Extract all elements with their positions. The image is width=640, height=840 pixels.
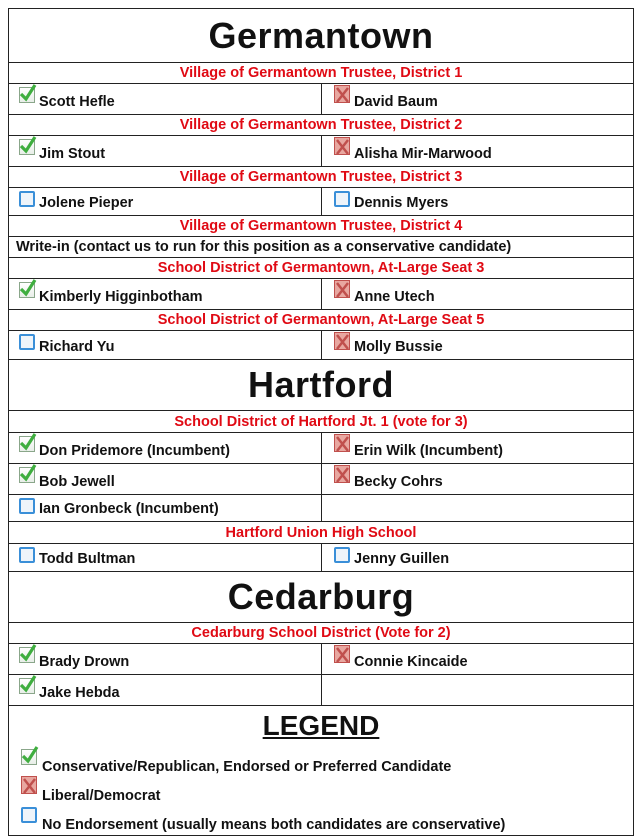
- empty-cell: [321, 675, 633, 705]
- legend: [9, 746, 633, 836]
- candidate-row: [9, 84, 633, 115]
- candidate-cell: [321, 84, 633, 114]
- candidate-name: Molly Bussie: [354, 339, 443, 355]
- candidate-row: [9, 279, 633, 310]
- green-check-icon: [19, 282, 35, 298]
- candidate-name: Alisha Mir-Marwood: [354, 146, 492, 162]
- race-title: School District of Germantown, At-Large Seat 5: [9, 310, 633, 331]
- race-title: Village of Germantown Trustee, District 4: [9, 216, 633, 237]
- candidate-cell: [9, 188, 321, 215]
- candidate-name: Scott Hefle: [39, 94, 115, 110]
- candidate-row: [9, 644, 633, 675]
- green-check-icon: [19, 139, 35, 155]
- green-check-icon: [19, 467, 35, 483]
- candidate-name: Connie Kincaide: [354, 654, 468, 670]
- legend-label: No Endorsement (usually means both candidates are conservative): [42, 817, 506, 833]
- blue-empty-box-icon: [334, 191, 350, 207]
- legend-label: Conservative/Republican, Endorsed or Preferred Candidate: [42, 759, 452, 775]
- red-x-icon: [334, 434, 350, 452]
- candidate-cell: [321, 544, 633, 571]
- red-x-icon: [334, 85, 350, 103]
- legend-title: LEGEND: [262, 710, 380, 741]
- blue-empty-box-icon: [21, 807, 37, 823]
- candidate-cell: [9, 495, 321, 521]
- candidate-row: [9, 495, 633, 522]
- race-title: Cedarburg School District (Vote for 2): [9, 623, 633, 644]
- legend-item-endorsed: [21, 746, 633, 775]
- race-title: School District of Germantown, At-Large Seat 3: [9, 258, 633, 279]
- candidate-name: Kimberly Higginbotham: [39, 289, 203, 305]
- legend-item-none: [21, 804, 633, 833]
- candidate-cell: [9, 544, 321, 571]
- section-title-hartford: Hartford: [9, 360, 633, 411]
- candidate-name: Jim Stout: [39, 146, 106, 162]
- candidate-cell: [9, 136, 321, 166]
- candidate-cell: [321, 188, 633, 215]
- candidate-cell: [321, 136, 633, 166]
- candidate-name: Jenny Guillen: [354, 551, 450, 567]
- candidate-cell: [9, 331, 321, 359]
- candidate-name: Dennis Myers: [354, 195, 449, 211]
- legend-item-liberal: [21, 775, 633, 804]
- candidate-row: [9, 188, 633, 216]
- candidate-cell: [9, 675, 321, 705]
- race-title: Village of Germantown Trustee, District 1: [9, 63, 633, 84]
- race-title: Village of Germantown Trustee, District 3: [9, 167, 633, 188]
- race-title: Village of Germantown Trustee, District 2: [9, 115, 633, 136]
- race-title: Hartford Union High School: [9, 522, 633, 544]
- candidate-cell: [9, 279, 321, 309]
- red-x-icon: [334, 465, 350, 483]
- race-title: School District of Hartford Jt. 1 (vote for 3): [9, 411, 633, 433]
- voter-guide-table: [8, 8, 634, 836]
- candidate-cell: [321, 433, 633, 463]
- candidate-name: Todd Bultman: [39, 551, 136, 567]
- candidate-cell: [9, 644, 321, 674]
- red-x-icon: [334, 332, 350, 350]
- red-x-icon: [334, 137, 350, 155]
- candidate-name: Anne Utech: [354, 289, 435, 305]
- blue-empty-box-icon: [19, 334, 35, 350]
- red-x-icon: [21, 776, 37, 794]
- green-check-icon: [21, 749, 37, 765]
- candidate-row: [9, 675, 633, 706]
- candidate-cell: [321, 464, 633, 494]
- red-x-icon: [334, 645, 350, 663]
- candidate-name: Brady Drown: [39, 654, 130, 670]
- empty-cell: [321, 495, 633, 521]
- blue-empty-box-icon: [19, 547, 35, 563]
- candidate-name: David Baum: [354, 94, 438, 110]
- blue-empty-box-icon: [19, 498, 35, 514]
- write-in-note: Write-in (contact us to run for this position as a conservative candidate): [9, 237, 633, 258]
- candidate-name: Richard Yu: [39, 339, 115, 355]
- candidate-row: [9, 331, 633, 360]
- candidate-cell: [9, 464, 321, 494]
- section-title-cedarburg: Cedarburg: [9, 572, 633, 623]
- candidate-row: [9, 544, 633, 572]
- candidate-name: Don Pridemore (Incumbent): [39, 443, 230, 459]
- candidate-name: Bob Jewell: [39, 474, 115, 490]
- green-check-icon: [19, 678, 35, 694]
- candidate-name: Jake Hebda: [39, 685, 120, 701]
- section-title-germantown: Germantown: [9, 9, 633, 63]
- blue-empty-box-icon: [334, 547, 350, 563]
- green-check-icon: [19, 647, 35, 663]
- candidate-name: Ian Gronbeck (Incumbent): [39, 501, 219, 517]
- candidate-cell: [321, 331, 633, 359]
- candidate-name: Erin Wilk (Incumbent): [354, 443, 503, 459]
- candidate-cell: [9, 84, 321, 114]
- blue-empty-box-icon: [19, 191, 35, 207]
- candidate-name: Jolene Pieper: [39, 195, 134, 211]
- green-check-icon: [19, 87, 35, 103]
- candidate-cell: [321, 644, 633, 674]
- red-x-icon: [334, 280, 350, 298]
- legend-label: Liberal/Democrat: [42, 788, 161, 804]
- candidate-row: [9, 433, 633, 464]
- candidate-row: [9, 136, 633, 167]
- candidate-row: [9, 464, 633, 495]
- candidate-cell: [9, 433, 321, 463]
- green-check-icon: [19, 436, 35, 452]
- candidate-name: Becky Cohrs: [354, 474, 443, 490]
- candidate-cell: [321, 279, 633, 309]
